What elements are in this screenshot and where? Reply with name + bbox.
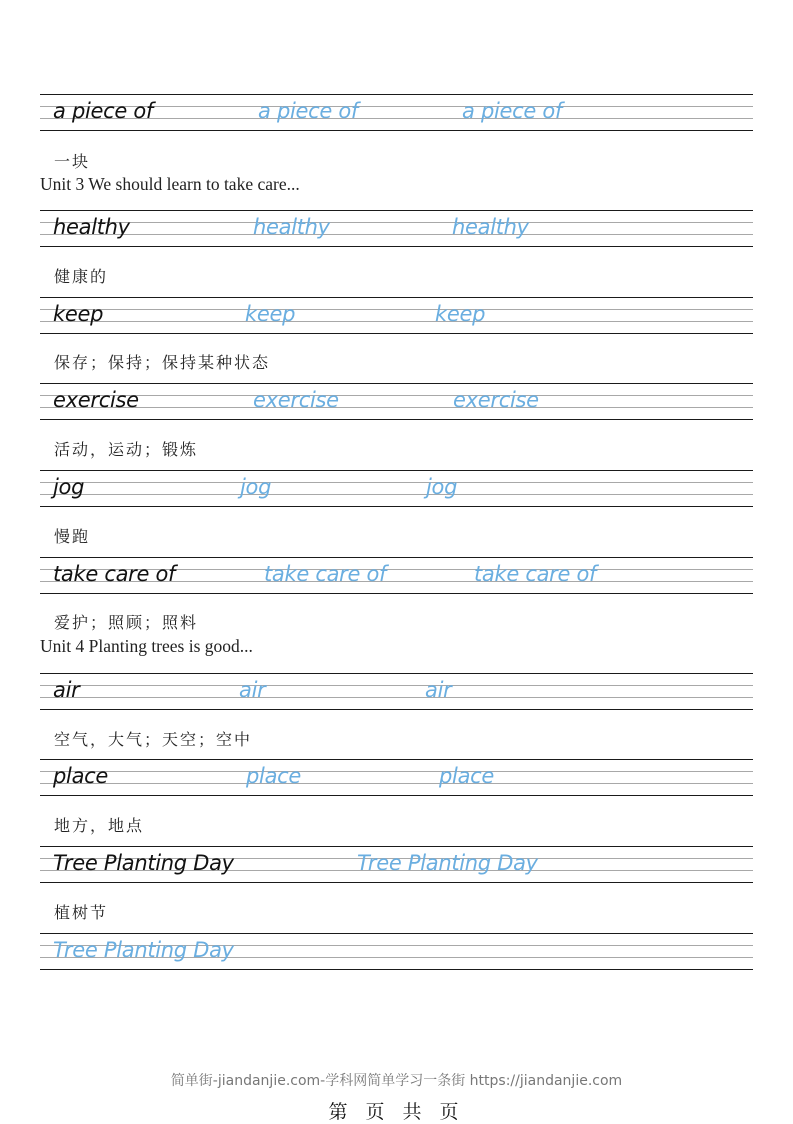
- vocab-word: a piece of: [53, 99, 154, 123]
- trace-word: take care of: [474, 562, 597, 586]
- writing-grid: [40, 673, 753, 709]
- trace-word: jog: [240, 475, 272, 499]
- unit-heading: Unit 4 Planting trees is good...: [40, 636, 253, 656]
- vocab-word: exercise: [53, 388, 139, 412]
- trace-word: jog: [426, 475, 458, 499]
- trace-word: healthy: [253, 215, 330, 239]
- vocab-word: jog: [53, 475, 85, 499]
- trace-word: Tree Planting Day: [53, 938, 234, 962]
- trace-word: Tree Planting Day: [357, 851, 538, 875]
- writing-grid: [40, 557, 753, 593]
- footer-source: 简单街-jiandanjie.com-学科网简单学习一条街 https://jiandanjie.com: [170, 1073, 623, 1089]
- word-meaning: 一块: [54, 152, 91, 171]
- writing-grid: [40, 210, 753, 246]
- word-meaning: 活动，运动；锻炼: [54, 440, 199, 459]
- trace-word: exercise: [453, 388, 539, 412]
- writing-grid: [40, 297, 753, 333]
- writing-grid: [40, 383, 753, 419]
- vocab-word: place: [53, 764, 108, 788]
- trace-word: air: [239, 678, 266, 702]
- word-meaning: 植树节: [54, 903, 109, 922]
- trace-word: healthy: [452, 215, 529, 239]
- vocab-word: healthy: [53, 215, 130, 239]
- writing-grid: [40, 470, 753, 506]
- word-meaning: 保存；保持；保持某种状态: [54, 353, 271, 372]
- trace-word: keep: [245, 302, 296, 326]
- writing-grid: [40, 846, 753, 882]
- writing-grid: [40, 933, 753, 969]
- word-meaning: 地方，地点: [54, 816, 145, 835]
- trace-word: take care of: [264, 562, 387, 586]
- trace-word: keep: [435, 302, 486, 326]
- word-meaning: 健康的: [54, 267, 109, 286]
- trace-word: air: [425, 678, 452, 702]
- trace-word: a piece of: [258, 99, 359, 123]
- page-number-label: 第 页 共 页: [328, 1101, 465, 1123]
- vocab-word: take care of: [53, 562, 176, 586]
- writing-grid: [40, 759, 753, 795]
- trace-word: place: [439, 764, 494, 788]
- word-meaning: 慢跑: [54, 527, 91, 546]
- trace-word: exercise: [253, 388, 339, 412]
- trace-word: place: [246, 764, 301, 788]
- unit-heading: Unit 3 We should learn to take care...: [40, 174, 300, 194]
- vocab-word: keep: [53, 302, 104, 326]
- writing-grid: [40, 94, 753, 130]
- word-meaning: 爱护；照顾；照料: [54, 613, 199, 632]
- vocab-word: air: [53, 678, 80, 702]
- trace-word: a piece of: [462, 99, 563, 123]
- word-meaning: 空气，大气；天空；空中: [54, 730, 253, 749]
- vocab-word: Tree Planting Day: [53, 851, 234, 875]
